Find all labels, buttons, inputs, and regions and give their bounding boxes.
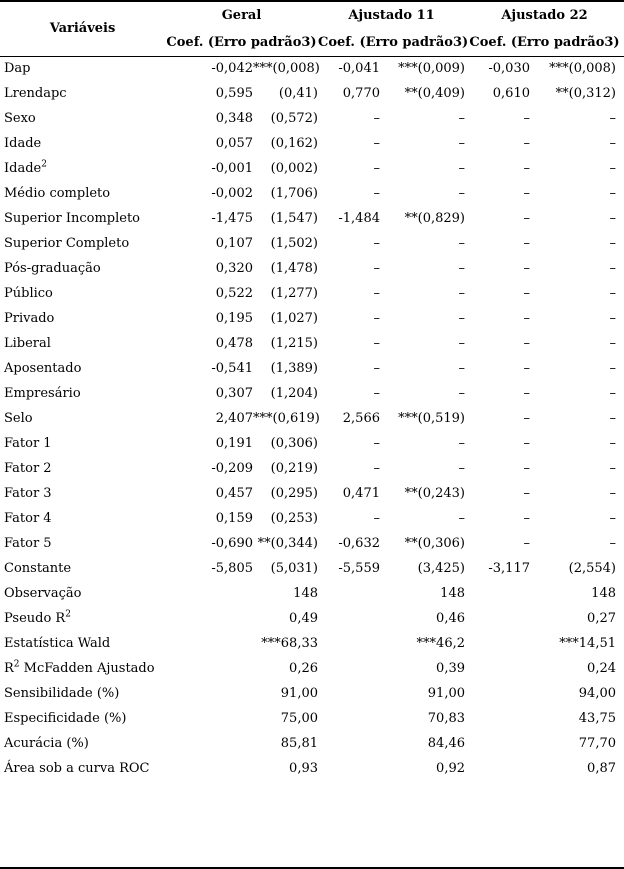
stderr-cell: (1,389): [270, 361, 318, 376]
stderr-cell: 0,49: [289, 611, 318, 626]
stderr-cell: –: [458, 311, 465, 326]
coef-cell: –: [523, 461, 530, 476]
group-header-geral: Geral: [221, 8, 262, 23]
coef-cell: 0,320: [215, 261, 253, 276]
stderr-cell: –: [609, 436, 616, 451]
table-row: [0, 556, 624, 581]
stderr-cell: 84,46: [427, 736, 465, 751]
stderr-cell: –: [609, 186, 616, 201]
table-row: [0, 431, 624, 456]
stderr-cell: (0,572): [270, 111, 318, 126]
table-row: [0, 281, 624, 306]
coef-cell: 0,595: [215, 86, 253, 101]
coef-cell: -0,632: [338, 536, 380, 551]
group-header-ajustado-1: Ajustado 11: [348, 8, 435, 23]
coef-cell: –: [523, 486, 530, 501]
coef-cell: [318, 706, 380, 731]
coef-cell: [465, 681, 530, 706]
row-label: Estatística Wald: [4, 636, 111, 651]
row-label: Especificidade (%): [4, 711, 127, 726]
superscript: 2: [41, 159, 47, 170]
coef-cell: 0,107: [215, 236, 253, 251]
stderr-cell: –: [458, 111, 465, 126]
stderr-cell: 91,00: [280, 686, 318, 701]
coef-cell: [165, 631, 253, 656]
table-row: [0, 156, 624, 181]
stderr-cell: –: [609, 211, 616, 226]
coef-cell: [465, 731, 530, 756]
stderr-cell: –: [458, 161, 465, 176]
coef-cell: 0,159: [215, 511, 253, 526]
stderr-cell: –: [609, 286, 616, 301]
table-row: [0, 456, 624, 481]
coef-cell: –: [373, 361, 380, 376]
coef-cell: 0,057: [215, 136, 253, 151]
row-label: Privado: [4, 311, 55, 326]
coef-cell: –: [523, 261, 530, 276]
coef-cell: –: [373, 336, 380, 351]
coef-cell: –: [523, 361, 530, 376]
stderr-cell: –: [458, 511, 465, 526]
table-row: [0, 81, 624, 106]
stderr-cell: **(0,312): [555, 86, 616, 101]
table-row: [0, 531, 624, 556]
stderr-cell: (1,502): [270, 236, 318, 251]
row-label: Médio completo: [4, 186, 111, 201]
stderr-cell: ***(0,619): [253, 411, 320, 426]
row-label: Idade$^2$: [4, 159, 47, 176]
stderr-cell: (1,204): [270, 386, 318, 401]
coef-cell: [318, 731, 380, 756]
row-label: Fator 3: [4, 486, 52, 501]
coef-cell: –: [373, 261, 380, 276]
stderr-cell: 77,70: [578, 736, 616, 751]
stderr-cell: (0,162): [270, 136, 318, 151]
stderr-cell: –: [458, 136, 465, 151]
stderr-cell: ***14,51: [559, 636, 616, 651]
stderr-cell: –: [609, 311, 616, 326]
stderr-cell: **(0,829): [404, 211, 465, 226]
coef-cell: 0,478: [215, 336, 253, 351]
coef-cell: -0,690: [211, 536, 253, 551]
coef-cell: 0,191: [215, 436, 253, 451]
coef-cell: 0,770: [342, 86, 380, 101]
coef-cell: -1,475: [211, 211, 253, 226]
row-label: Pós-graduação: [4, 261, 101, 276]
coef-cell: [165, 681, 253, 706]
stderr-cell: –: [609, 486, 616, 501]
coef-cell: –: [523, 236, 530, 251]
table-row: [0, 306, 624, 331]
stderr-cell: –: [458, 436, 465, 451]
header-row-titles: [0, 2, 624, 29]
coef-cell: -0,209: [211, 461, 253, 476]
stderr-cell: ***(0,008): [549, 61, 616, 77]
coef-cell: -0,030: [488, 61, 530, 77]
coef-cell: -5,559: [338, 561, 380, 576]
coef-cell: –: [373, 286, 380, 301]
coef-cell: –: [373, 511, 380, 526]
coef-cell: [465, 631, 530, 656]
coef-cell: -3,117: [488, 561, 530, 576]
subheader-coef-stderr-geral: Coef. (Erro padrão3): [165, 29, 318, 56]
coef-cell: 2,566: [342, 411, 380, 426]
table-row: [0, 331, 624, 356]
stderr-cell: (1,706): [270, 186, 318, 201]
stderr-cell: (1,478): [270, 261, 318, 276]
table-row: [0, 381, 624, 406]
coef-cell: –: [523, 311, 530, 326]
stderr-cell: 75,00: [280, 711, 318, 726]
stderr-cell: 148: [293, 586, 318, 601]
row-label: Superior Completo: [4, 236, 130, 251]
coef-cell: –: [373, 236, 380, 251]
row-label: Fator 1: [4, 436, 52, 451]
table-row: [0, 131, 624, 156]
stderr-cell: (0,41): [278, 86, 318, 101]
coef-cell: [165, 581, 253, 606]
stderr-cell: 0,92: [436, 761, 465, 776]
row-label: Idade: [4, 136, 42, 151]
coef-cell: –: [373, 136, 380, 151]
stderr-cell: **(0,306): [404, 536, 465, 551]
row-label: Acurácia (%): [4, 736, 89, 751]
coef-cell: [318, 656, 380, 681]
regression-results-table: [0, 2, 624, 781]
stderr-cell: –: [609, 536, 616, 551]
table-row: [0, 481, 624, 506]
stderr-cell: (0,295): [270, 486, 318, 501]
table-row: [0, 756, 624, 781]
stderr-cell: 85,81: [280, 736, 318, 751]
stderr-cell: (0,253): [270, 511, 318, 526]
coef-cell: 0,471: [342, 486, 380, 501]
stderr-cell: ***46,2: [416, 636, 465, 651]
row-label: $R^2$ McFadden Ajustado: [4, 659, 155, 676]
row-label: Pseudo $R^2$: [4, 609, 71, 626]
coef-cell: 0,307: [215, 386, 253, 401]
coef-cell: [318, 606, 380, 631]
coef-cell: [318, 581, 380, 606]
stderr-cell: –: [609, 511, 616, 526]
table-row: [0, 106, 624, 131]
row-label: Empresário: [4, 386, 81, 401]
stderr-cell: ***(0,009): [398, 61, 465, 77]
stderr-cell: 0,46: [436, 611, 465, 626]
stderr-cell: (3,425): [417, 561, 465, 576]
stderr-cell: –: [609, 461, 616, 476]
coef-cell: 0,522: [215, 286, 253, 301]
stderr-cell: –: [458, 336, 465, 351]
row-label: Dap: [4, 61, 31, 77]
row-label: Selo: [4, 411, 33, 426]
row-label: Liberal: [4, 336, 51, 351]
table-row: [0, 181, 624, 206]
stderr-cell: –: [458, 236, 465, 251]
coef-cell: -0,041: [338, 61, 380, 77]
coef-cell: –: [523, 511, 530, 526]
stderr-cell: 70,83: [427, 711, 465, 726]
coef-cell: 0,195: [215, 311, 253, 326]
subheader-coef-stderr-ajustado-1: Coef. (Erro padrão3): [318, 29, 465, 56]
row-label: Lrendapc: [4, 86, 67, 101]
coef-cell: –: [523, 336, 530, 351]
stderr-cell: –: [609, 111, 616, 126]
stderr-cell: –: [609, 386, 616, 401]
table-row: [0, 506, 624, 531]
coef-cell: –: [523, 286, 530, 301]
coef-cell: –: [373, 311, 380, 326]
stderr-cell: (2,554): [568, 561, 616, 576]
stderr-cell: 0,27: [587, 611, 616, 626]
table-row: [0, 731, 624, 756]
row-label: Fator 5: [4, 536, 52, 551]
table-row: [0, 231, 624, 256]
row-label: Constante: [4, 561, 72, 576]
row-label: Aposentado: [4, 361, 82, 376]
coef-cell: [465, 756, 530, 781]
stderr-cell: –: [609, 161, 616, 176]
stderr-cell: –: [609, 411, 616, 426]
table-row: [0, 581, 624, 606]
stderr-cell: **(0,344): [257, 536, 318, 551]
stderr-cell: **(0,243): [404, 486, 465, 501]
stderr-cell: ***(0,008): [253, 61, 320, 77]
stderr-cell: ***(0,519): [398, 411, 465, 426]
stderr-cell: (0,306): [270, 436, 318, 451]
table-row: [0, 256, 624, 281]
variables-column-header: Variáveis: [0, 2, 165, 56]
table-row: [0, 706, 624, 731]
coef-cell: –: [373, 161, 380, 176]
coef-cell: [465, 581, 530, 606]
table-row: [0, 631, 624, 656]
coef-cell: –: [373, 186, 380, 201]
coef-cell: -0,001: [211, 161, 253, 176]
coef-cell: –: [523, 186, 530, 201]
stderr-cell: (1,215): [270, 336, 318, 351]
coef-cell: -5,805: [211, 561, 253, 576]
coef-cell: –: [523, 436, 530, 451]
coef-cell: –: [523, 136, 530, 151]
coef-cell: 0,610: [492, 86, 530, 101]
row-label: Fator 4: [4, 511, 52, 526]
row-label: Público: [4, 286, 53, 301]
stderr-cell: 0,24: [587, 661, 616, 676]
coef-cell: –: [523, 161, 530, 176]
stderr-cell: 148: [440, 586, 465, 601]
stderr-cell: (1,027): [270, 311, 318, 326]
coef-cell: -0,002: [211, 186, 253, 201]
stderr-cell: (0,002): [270, 161, 318, 176]
coef-cell: [318, 631, 380, 656]
stderr-cell: –: [609, 136, 616, 151]
row-label: Sexo: [4, 111, 36, 126]
coef-cell: 2,407: [215, 411, 253, 426]
table-row: [0, 406, 624, 431]
table-row: [0, 206, 624, 231]
stderr-cell: 148: [591, 586, 616, 601]
stderr-cell: 0,93: [289, 761, 318, 776]
coef-cell: -1,484: [338, 211, 380, 226]
coef-cell: –: [523, 211, 530, 226]
subheader-coef-stderr-ajustado-2: Coef. (Erro padrão3): [465, 29, 624, 56]
coef-cell: –: [373, 111, 380, 126]
coef-cell: 0,348: [215, 111, 253, 126]
coef-cell: –: [373, 386, 380, 401]
stderr-cell: –: [609, 361, 616, 376]
stderr-cell: –: [458, 361, 465, 376]
stderr-cell: ***68,33: [261, 636, 318, 651]
table-row: [0, 681, 624, 706]
table-header: [0, 2, 624, 56]
coef-cell: –: [523, 386, 530, 401]
table-row: [0, 656, 624, 681]
group-header-ajustado-2: Ajustado 22: [501, 8, 588, 23]
coef-cell: [165, 656, 253, 681]
coef-cell: –: [373, 436, 380, 451]
coef-cell: -0,042: [211, 61, 253, 77]
stderr-cell: –: [458, 386, 465, 401]
superscript: 2: [13, 659, 20, 670]
table-body: [0, 56, 624, 781]
coef-cell: [165, 756, 253, 781]
coef-cell: –: [523, 536, 530, 551]
stderr-cell: –: [609, 336, 616, 351]
table-row: [0, 606, 624, 631]
superscript: 2: [65, 609, 71, 620]
row-label: Sensibilidade (%): [4, 686, 120, 701]
coef-cell: [165, 731, 253, 756]
stderr-cell: (1,277): [270, 286, 318, 301]
row-label: Observação: [4, 586, 82, 601]
stderr-cell: –: [458, 186, 465, 201]
stderr-cell: 94,00: [578, 686, 616, 701]
stderr-cell: (0,219): [270, 461, 318, 476]
stderr-cell: 0,87: [587, 761, 616, 776]
stderr-cell: –: [458, 286, 465, 301]
coef-cell: [465, 706, 530, 731]
coef-cell: 0,457: [215, 486, 253, 501]
table-row: [0, 356, 624, 381]
stderr-cell: 91,00: [427, 686, 465, 701]
coef-cell: [318, 756, 380, 781]
stderr-cell: –: [458, 261, 465, 276]
stderr-cell: (5,031): [270, 561, 318, 576]
coef-cell: [318, 681, 380, 706]
stderr-cell: 0,26: [289, 661, 318, 676]
row-label: Superior Incompleto: [4, 211, 141, 226]
stderr-cell: **(0,409): [404, 86, 465, 101]
stderr-cell: –: [609, 261, 616, 276]
stderr-cell: –: [609, 236, 616, 251]
coef-cell: -0,541: [211, 361, 253, 376]
stderr-cell: 43,75: [578, 711, 616, 726]
stderr-cell: –: [458, 461, 465, 476]
stderr-cell: (1,547): [270, 211, 318, 226]
coef-cell: –: [523, 411, 530, 426]
coef-cell: [165, 706, 253, 731]
coef-cell: [165, 606, 253, 631]
stderr-cell: 0,39: [436, 661, 465, 676]
row-label: Área sob a curva ROC: [4, 761, 150, 776]
coef-cell: –: [373, 461, 380, 476]
row-label: Fator 2: [4, 461, 52, 476]
coef-cell: –: [523, 111, 530, 126]
coef-cell: [465, 656, 530, 681]
coef-cell: [465, 606, 530, 631]
table-row: [0, 56, 624, 81]
